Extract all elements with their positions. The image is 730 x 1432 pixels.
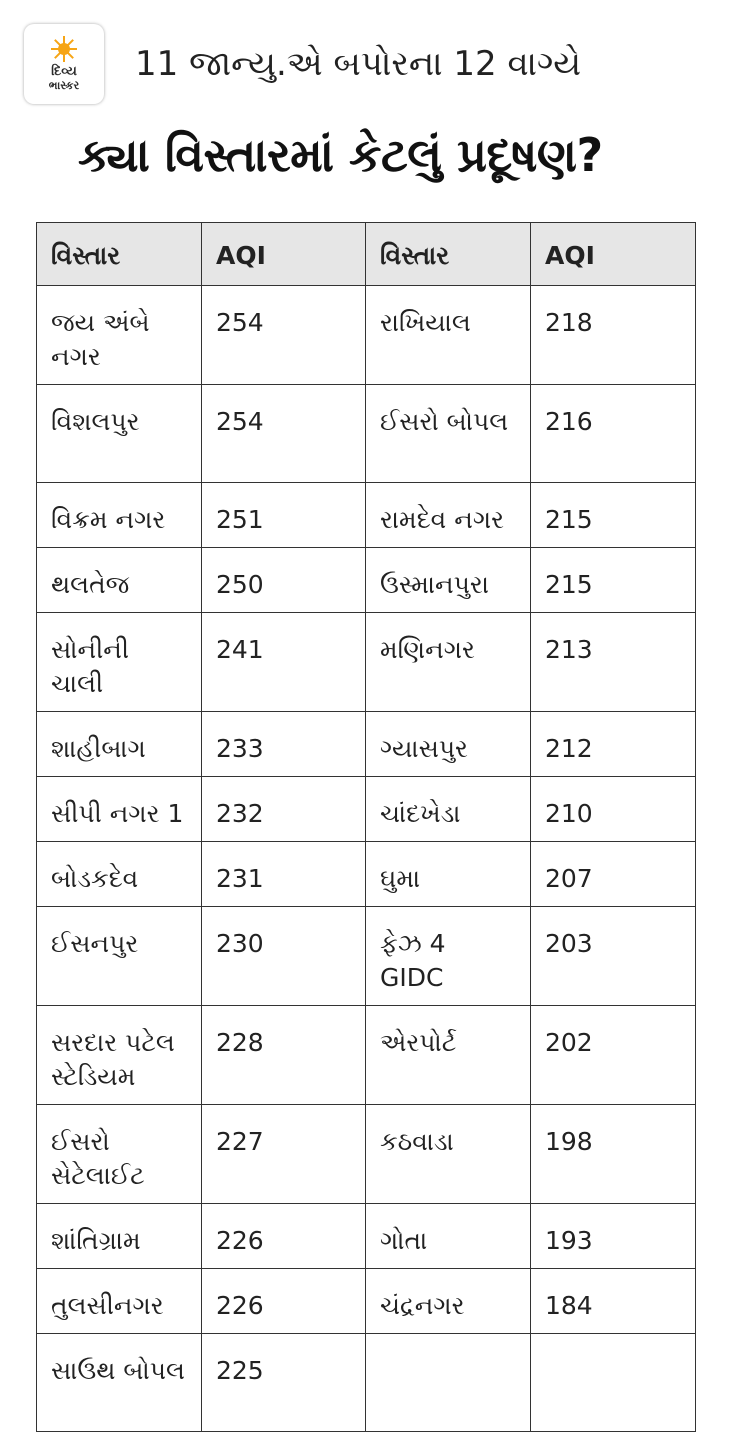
header-aqi-2: AQI [531, 223, 696, 286]
aqi-cell: 213 [531, 613, 696, 712]
aqi-cell: 193 [531, 1204, 696, 1269]
sun-icon [51, 36, 77, 62]
aqi-cell: 226 [202, 1204, 366, 1269]
aqi-cell: 210 [531, 777, 696, 842]
area-cell: સોનીની ચાલી [37, 613, 202, 712]
area-cell: એરપોર્ટ [366, 1006, 531, 1105]
aqi-cell: 226 [202, 1269, 366, 1334]
area-cell: શાંતિગ્રામ [37, 1204, 202, 1269]
table-row [37, 907, 696, 1006]
divya-bhaskar-logo [24, 24, 104, 104]
aqi-cell: 203 [531, 907, 696, 1006]
page-subtitle: 11 જાન્યુ.એ બપોરના 12 વાગ્યે [135, 44, 582, 84]
aqi-cell: 202 [531, 1006, 696, 1105]
page-title: ક્યા વિસ્તારમાં કેટલું પ્રદૂષણ? [78, 128, 603, 182]
table-row [37, 385, 696, 483]
table-row [37, 286, 696, 385]
aqi-cell: 232 [202, 777, 366, 842]
aqi-cell: 233 [202, 712, 366, 777]
aqi-cell: 212 [531, 712, 696, 777]
area-cell: સરદાર પટેલ સ્ટેડિયમ [37, 1006, 202, 1105]
area-cell: તુલસીનગર [37, 1269, 202, 1334]
area-cell: ગોતા [366, 1204, 531, 1269]
table-row [37, 1334, 696, 1432]
aqi-cell: 228 [202, 1006, 366, 1105]
area-cell: ઈસરો બોપલ [366, 385, 531, 483]
area-cell: રાખિયાલ [366, 286, 531, 385]
aqi-cell: 227 [202, 1105, 366, 1204]
aqi-cell [531, 1334, 696, 1432]
area-cell: ફેઝ 4 GIDC [366, 907, 531, 1006]
area-cell: ઉસ્માનપુરા [366, 548, 531, 613]
table-row [37, 777, 696, 842]
area-cell: વિક્રમ નગર [37, 483, 202, 548]
table-row [37, 712, 696, 777]
area-cell: શાહીબાગ [37, 712, 202, 777]
aqi-cell: 215 [531, 483, 696, 548]
area-cell: ઈસરો સેટેલાઈટ [37, 1105, 202, 1204]
table-row [37, 1269, 696, 1334]
area-cell [366, 1334, 531, 1432]
area-cell: ગ્યાસપુર [366, 712, 531, 777]
aqi-cell: 225 [202, 1334, 366, 1432]
table-row [37, 548, 696, 613]
area-cell: મણિનગર [366, 613, 531, 712]
table-row [37, 1105, 696, 1204]
aqi-cell: 215 [531, 548, 696, 613]
area-cell: કઠવાડા [366, 1105, 531, 1204]
aqi-cell: 207 [531, 842, 696, 907]
area-cell: વિશલપુર [37, 385, 202, 483]
aqi-cell: 241 [202, 613, 366, 712]
aqi-cell: 231 [202, 842, 366, 907]
table-header-row [37, 223, 696, 286]
table-row [37, 1006, 696, 1105]
aqi-cell: 198 [531, 1105, 696, 1204]
table-row [37, 842, 696, 907]
aqi-cell: 216 [531, 385, 696, 483]
aqi-cell: 184 [531, 1269, 696, 1334]
area-cell: ઘુમા [366, 842, 531, 907]
area-cell: થલતેજ [37, 548, 202, 613]
header-area-2: વિસ્તાર [366, 223, 531, 286]
area-cell: ચંદ્રનગર [366, 1269, 531, 1334]
area-cell: ચાંદખેડા [366, 777, 531, 842]
aqi-cell: 254 [202, 286, 366, 385]
area-cell: ઈસનપુર [37, 907, 202, 1006]
area-cell: સાઉથ બોપલ [37, 1334, 202, 1432]
header-area-1: વિસ્તાર [37, 223, 202, 286]
table-row [37, 1204, 696, 1269]
area-cell: બોડકદેવ [37, 842, 202, 907]
area-cell: સીપી નગર 1 [37, 777, 202, 842]
aqi-cell: 254 [202, 385, 366, 483]
aqi-cell: 250 [202, 548, 366, 613]
table-row [37, 613, 696, 712]
area-cell: રામદેવ નગર [366, 483, 531, 548]
table-row [37, 483, 696, 548]
logo-text-line2: ભાસ્કર [48, 79, 80, 92]
logo-text-line1: દિવ્ય [51, 64, 77, 79]
aqi-table [36, 222, 696, 1432]
aqi-cell: 230 [202, 907, 366, 1006]
aqi-cell: 218 [531, 286, 696, 385]
header-aqi-1: AQI [202, 223, 366, 286]
aqi-cell: 251 [202, 483, 366, 548]
area-cell: જય અંબે નગર [37, 286, 202, 385]
